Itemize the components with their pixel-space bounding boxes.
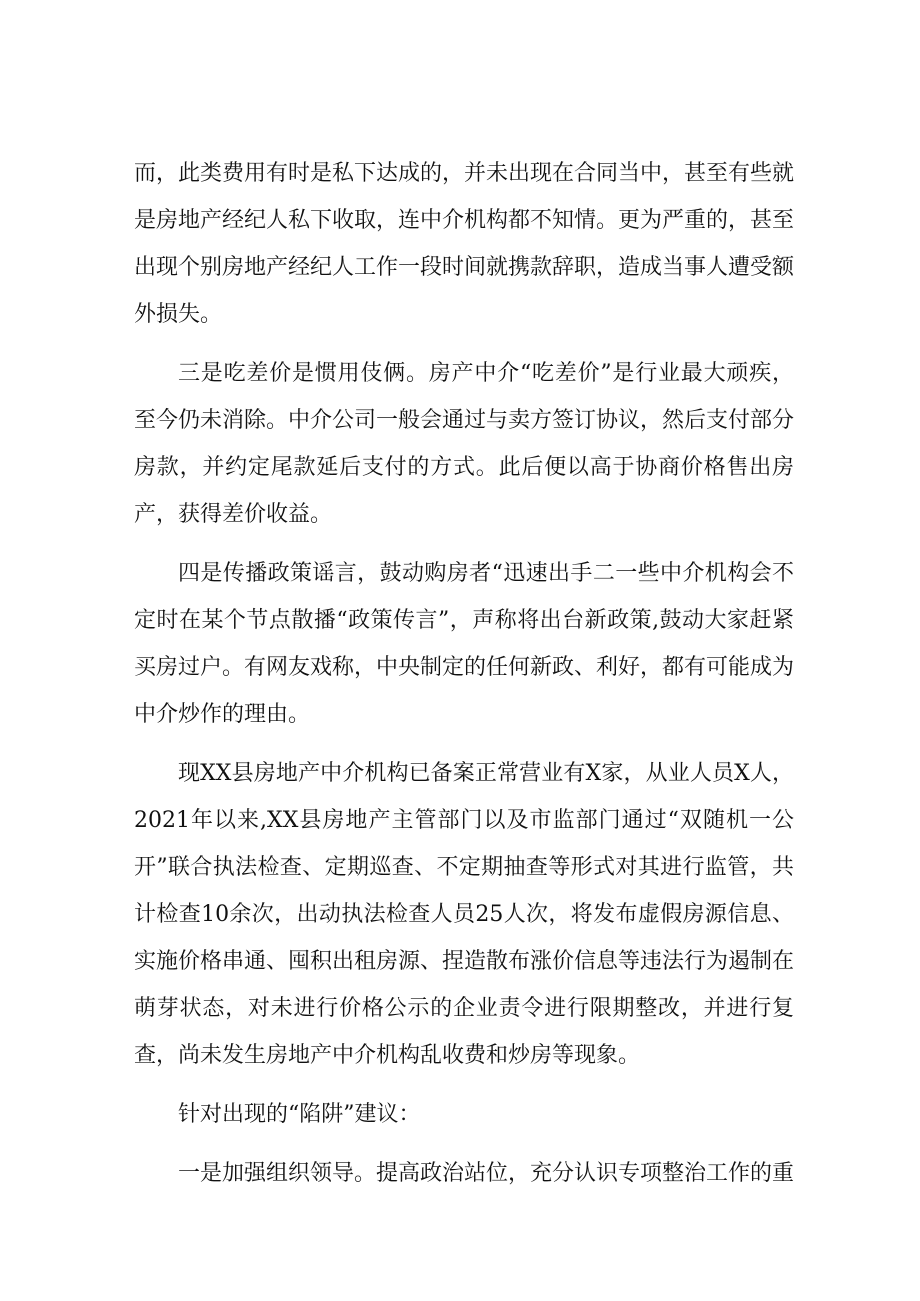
- paragraph-suggestion-one: 一是加强组织领导。提高政治站位，充分认识专项整治工作的重: [178, 1161, 795, 1186]
- document-body: [134, 150, 794, 1209]
- paragraph-county-status: 现XX县房地产中介机构已备案正常营业有X家，从业人员X人，2021年以来,XX县房地产主管部门以及市监部门通过“双随机一公开”联合执法检查、定期巡查、不定期抽查等形式对其进行监管，共计检查10余次，出动执法检查人员25人次，将发布虚假房源信息、实施价格串通、囤积出租房源、捏造散布涨价信息等违法行为遏制在萌芽状态，对未进行价格公示的企业责令进行限期整改，并进行复查，尚未发生房地产中介机构乱收费和炒房等现象。: [134, 761, 795, 1068]
- paragraph-suggestions-heading: 针对出现的“陷阱”建议：: [178, 1102, 421, 1127]
- paragraph-fee-continuation: 而，此类费用有时是私下达成的，并未出现在合同当中，甚至有些就是房地产经纪人私下收取，连中介机构都不知情。更为严重的，甚至出现个别房地产经纪人工作一段时间就携款辞职，造成当事人遭受额外损失。: [134, 161, 795, 327]
- paragraph-policy-rumors: 四是传播政策谣言，鼓动购房者“迅速出手二一些中介机构会不定时在某个节点散播“政策传言”，声称将出台新政策,鼓动大家赶紧买房过户。有网友戏称，中央制定的任何新政、利好，都有可能成为中介炒作的理由。: [134, 561, 795, 727]
- paragraph-price-difference: 三是吃差价是惯用伎俩。房产中介“吃差价”是行业最大顽疾，至今仍未消除。中介公司一般会通过与卖方签订协议，然后支付部分房款，并约定尾款延后支付的方式。此后便以高于协商价格售出房产，获得差价收益。: [134, 361, 795, 527]
